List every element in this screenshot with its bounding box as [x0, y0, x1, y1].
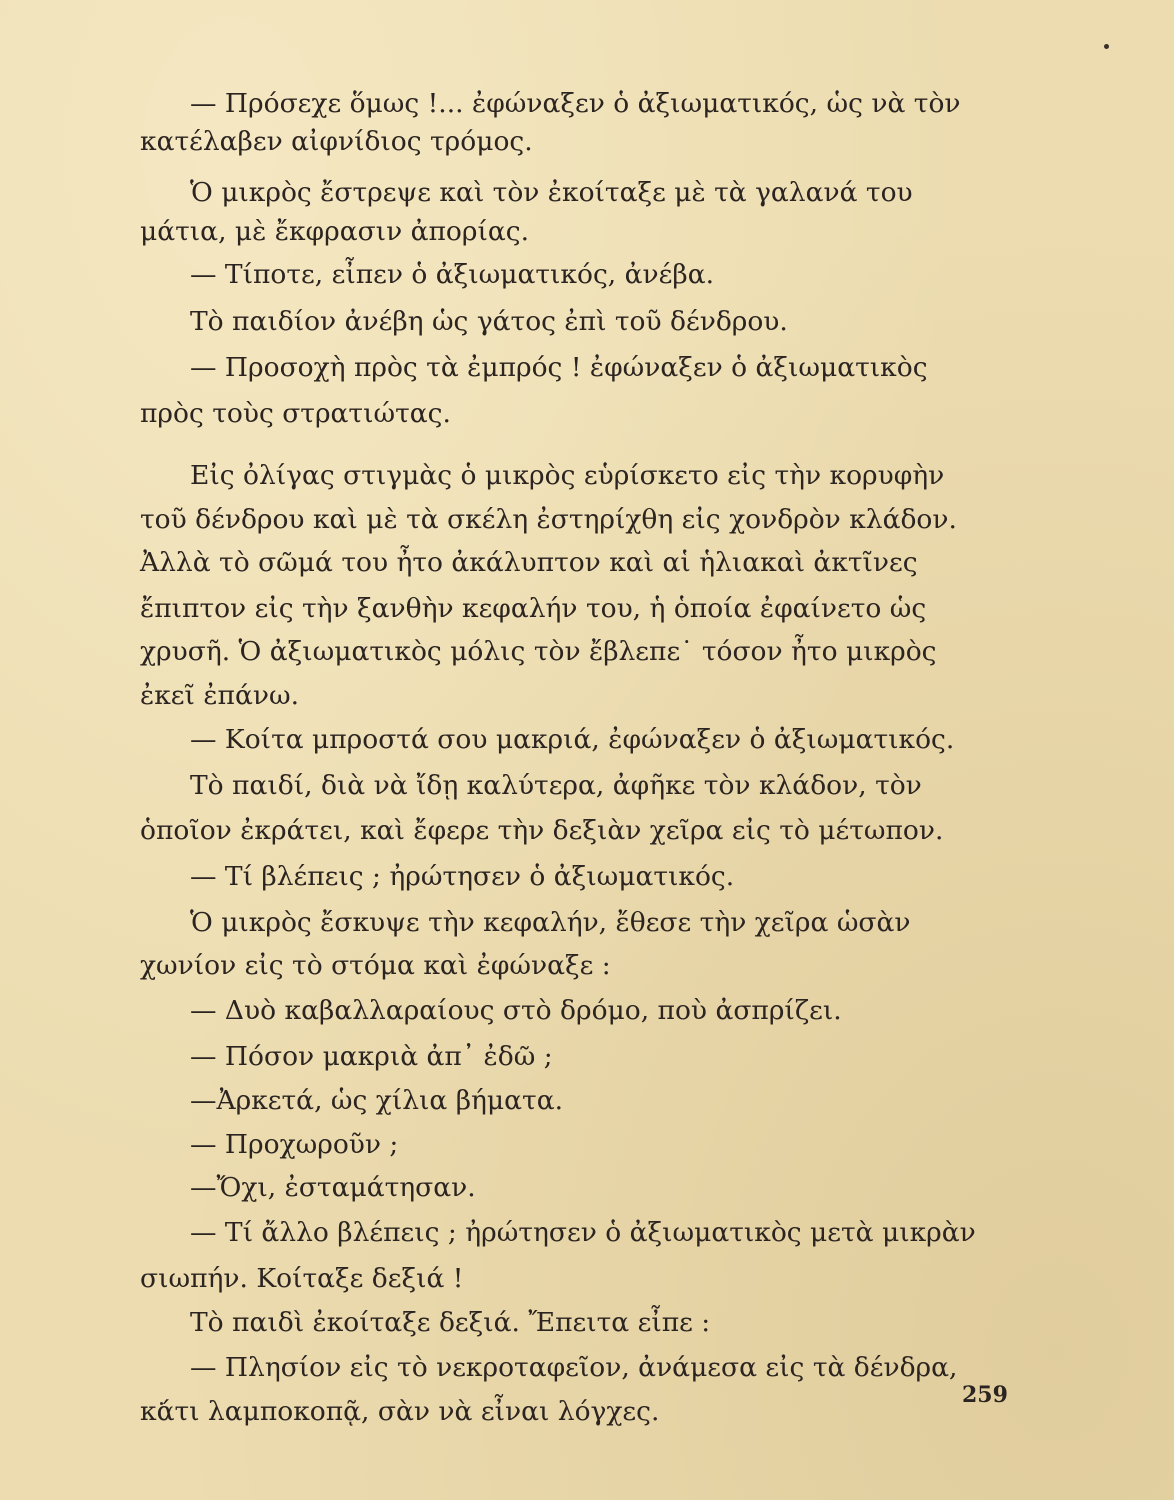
text-line: —Ἀρκετά, ὡς χίλια βήματα.	[190, 1085, 564, 1116]
text-line: κατέλαβεν αἰφνίδιος τρόμος.	[140, 126, 533, 157]
text-line: Ἀλλὰ τὸ σῶμά του ἦτο ἀκάλυπτον καὶ αἱ ἡλιακαὶ ἀκτῖνες	[140, 547, 918, 578]
text-line: τοῦ δένδρου καὶ μὲ τὰ σκέλη ἐστηρίχθη εἰς χονδρὸν κλάδον.	[140, 504, 957, 535]
text-line: — Προχωροῦν ;	[190, 1129, 399, 1160]
text-line: ἐκεῖ ἐπάνω.	[140, 680, 299, 711]
text-line: — Δυὸ καβαλλαραίους στὸ δρόμο, ποὺ ἀσπρίζει.	[190, 995, 842, 1026]
text-line: — Τί ἄλλο βλέπεις ; ἠρώτησεν ὁ ἀξιωματικὸς μετὰ μικρὰν	[190, 1217, 976, 1248]
text-line: πρὸς τοὺς στρατιώτας.	[140, 398, 451, 429]
text-line: κάτι λαμποκοπᾷ, σὰν νὰ εἶναι λόγχες.	[140, 1396, 660, 1427]
ink-speck	[1104, 44, 1109, 49]
text-line: Τὸ παιδίον ἀνέβη ὡς γάτος ἐπὶ τοῦ δένδρου.	[190, 306, 788, 337]
text-line: Τὸ παιδί, διὰ νὰ ἴδῃ καλύτερα, ἀφῆκε τὸν κλάδον, τὸν	[190, 770, 922, 801]
text-line: — Πρόσεχε ὅμως !... ἐφώναξεν ὁ ἀξιωματικός, ὡς νὰ τὸν	[190, 88, 961, 119]
text-line: Ὁ μικρὸς ἔστρεψε καὶ τὸν ἐκοίταξε μὲ τὰ γαλανά του	[190, 177, 913, 208]
text-line: — Κοίτα μπροστά σου μακριά, ἐφώναξεν ὁ ἀξιωματικός.	[190, 724, 955, 755]
text-line: ἔπιπτον εἰς τὴν ξανθὴν κεφαλήν του, ἡ ὁποία ἐφαίνετο ὡς	[140, 593, 927, 624]
text-line: μάτια, μὲ ἔκφρασιν ἀπορίας.	[140, 216, 529, 247]
text-line: ὁποῖον ἐκράτει, καὶ ἔφερε τὴν δεξιὰν χεῖρα εἰς τὸ μέτωπον.	[140, 815, 944, 846]
text-line: — Τίποτε, εἶπεν ὁ ἀξιωματικός, ἀνέβα.	[190, 259, 715, 290]
text-line: Τὸ παιδὶ ἐκοίταξε δεξιά. Ἔπειτα εἶπε :	[190, 1307, 711, 1338]
text-line: — Πόσον μακριὰ ἀπ᾿ ἐδῶ ;	[190, 1041, 553, 1072]
text-line: —Ὄχι, ἐσταμάτησαν.	[190, 1172, 476, 1203]
page-number: 259	[962, 1382, 1008, 1408]
text-line: — Τί βλέπεις ; ἠρώτησεν ὁ ἀξιωματικός.	[190, 861, 735, 892]
text-line: σιωπήν. Κοίταξε δεξιά !	[140, 1263, 464, 1294]
text-line: χωνίον εἰς τὸ στόμα καὶ ἐφώναξε :	[140, 950, 611, 981]
text-line: — Προσοχὴ πρὸς τὰ ἐμπρός ! ἐφώναξεν ὁ ἀξιωματικὸς	[190, 352, 928, 383]
text-line: χρυσῆ. Ὁ ἀξιωματικὸς μόλις τὸν ἔβλεπε˙ τόσον ἦτο μικρὸς	[140, 636, 937, 667]
text-line: Ὁ μικρὸς ἔσκυψε τὴν κεφαλήν, ἔθεσε τὴν χεῖρα ὡσὰν	[190, 907, 911, 938]
text-line: — Πλησίον εἰς τὸ νεκροταφεῖον, ἀνάμεσα εἰς τὰ δένδρα,	[190, 1352, 958, 1383]
text-line: Εἰς ὀλίγας στιγμὰς ὁ μικρὸς εὑρίσκετο εἰς τὴν κορυφὴν	[190, 460, 945, 491]
